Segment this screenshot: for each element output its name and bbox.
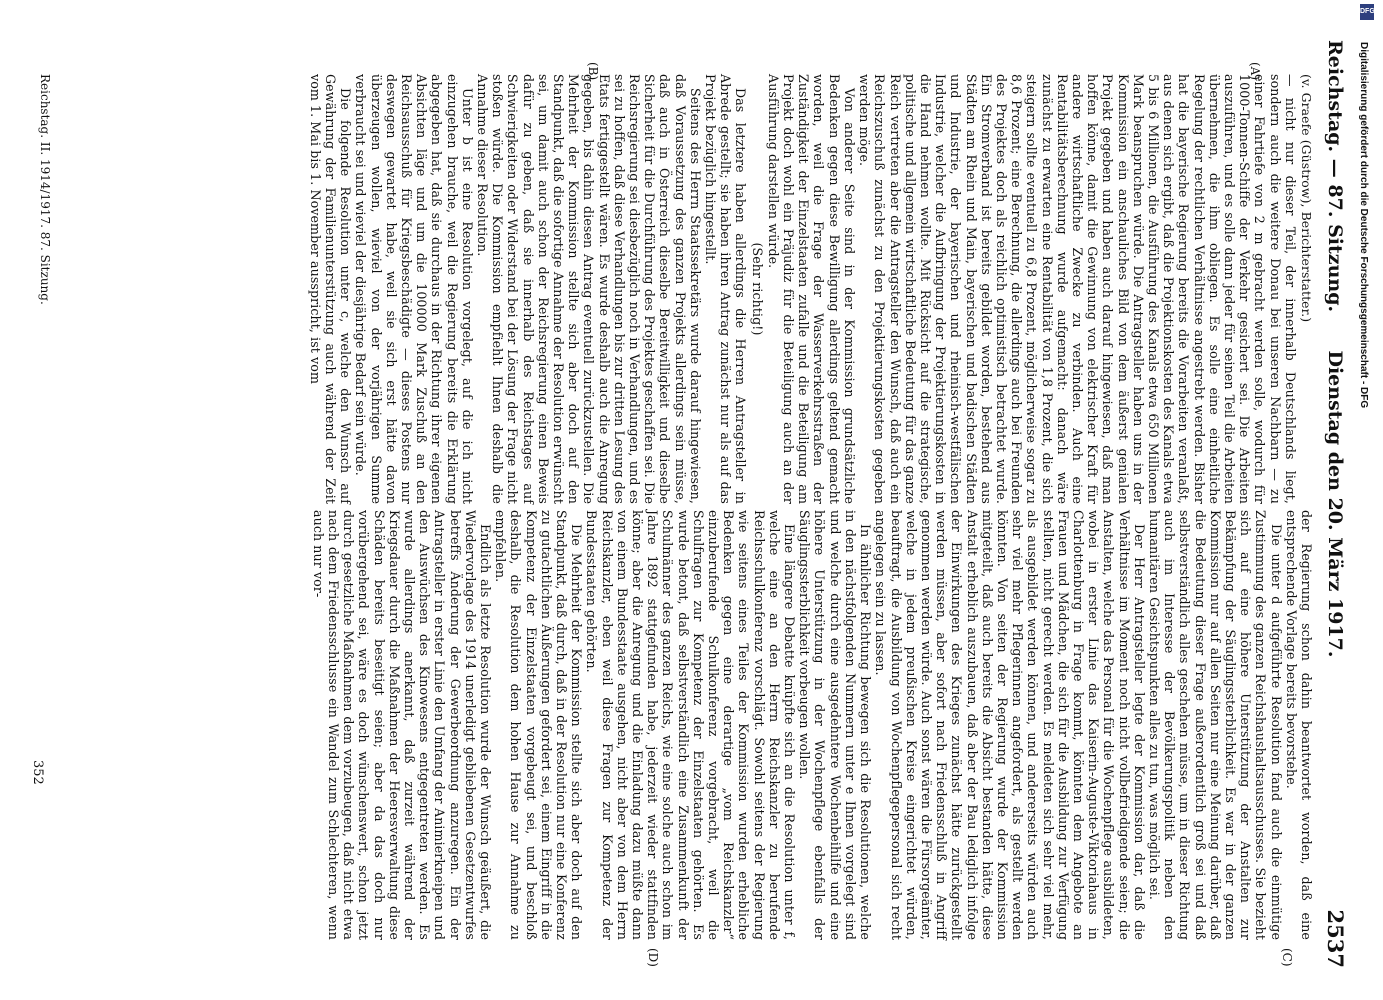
paragraph: Die folgende Resolution unter c, welche den Wunsch auf Gewährung der Familienunterstützung auch während der Zeit vom 1. Mai bis 1. November ausspricht, ist vom bbox=[307, 74, 354, 504]
paragraph: Die unter d aufgeführte Resolution fand auch die einmütige Zustimmung des ganzen Reichshaushaltsausschusses. Sie bezieht sich auf eine höhere Unterstützung der Anstalten zur Bekämpfung der Säuglingssterblichkeit. Es war in der ganzen Kommission nur auf allen Seiten nur eine Meinung darüber, daß die Bedeutung dieser Frage außerordentlich groß sei und daß selbstverständlich alles geschehen müsse, um in dieser Richtung auch im Interesse der Bevölkerungspolitik neben den humanitären Gesichtspunkten alles zu tun, was möglich sei. bbox=[1146, 510, 1284, 940]
dfg-logo-icon: DFG bbox=[1360, 4, 1374, 20]
paragraph: In ähnlicher Richtung bewegen sich die Resolutionen, welche in den nächstfolgenden Nummern unter e Ihnen vorgelegt sind und welche durch eine ausgedehntere Wochenbeihilfe und eine höhere Unterstützung in der Wochenpflege ebenfalls der Säuglingssterblichkeit vorbeugen wollen. bbox=[797, 510, 874, 940]
credit-text: Digitalisierung gefördert durch die Deutsche Forschungsgemeinschaft - DFG bbox=[1358, 42, 1369, 409]
page-header bbox=[1316, 36, 1354, 972]
paragraph: Eine längere Debatte knüpfte sich an die Resolution unter f, welche eine an den Herrn Reichskanzler zu berufende Reichsschulkonferenz vorschlägt. Sowohl seitens der Regierung wie seitens eines Teiles der Kommission wurden erhebliche Bedenken gegen eine derartige „vom Reichskanzler“ einzuberufende Schulkonferenz vorgebracht, weil die Schulfragen zur Kompetenz der Einzelstaaten gehörten. Es wurde betont, daß selbstverständlich eine Zusammenkunft der Schulmänner des ganzen Reichs, wie eine solche auch schon im Jahre 1892 stattgefunden habe, jederzeit wieder stattfinden könne; aber die Anregung und die Einladung dazu müßte dann von einem Bundesstaate ausgehen, nicht aber von dem Herrn Reichskanzler, eben weil diese Fragen zur Kompetenz der Bundesstaaten gehörten. bbox=[584, 510, 798, 940]
header-page-number: 2537 bbox=[1323, 909, 1348, 968]
paragraph: Die Mehrheit der Kommission stellte sich aber doch auf den Standpunkt, daß durch, daß in der Resolution nur eine Konferenz zu gutachtlichen Äußerungen gefordert sei, einem Eingriff in die Kompetenz der Einzelstaaten vorgebeugt sei, und beschloß deshalb, die Resolution dem hohen Hause zur Annahme zu empfehlen. bbox=[493, 510, 585, 940]
header-date: Dienstag den 20. März 1917. bbox=[1324, 350, 1346, 658]
margin-mark-d: (D) bbox=[646, 948, 660, 967]
speaker-line: (v. Graefe (Güstrow), Berichterstatter.) bbox=[1299, 74, 1314, 323]
header-session: Reichstag. — 87. Sitzung. bbox=[1324, 40, 1346, 313]
paragraph: Das letztere haben allerdings die Herren Antragsteller in Abrede gestellt; sie haben ihren Antrag zunächst nur als auf das Projekt bezüglich hingestellt. bbox=[703, 74, 749, 504]
paragraph: Unter b ist eine Resolution vorgelegt, auf die ich nicht einzugehen brauche, weil die Regierung bereits die Erklärung abgegeben hat, daß sie durchaus in der Richtung ihrer eigenen Absichten läge und um die 100000 Mark Zuschuß an den Reichsausschuß für Kriegsbeschädigte — dieses Postens nur deswegen gewartet habe, weil sie sich erst hätte davon überzeugen wollen, wieviel von der vorjährigen Summe verbraucht sei und wieviel der diesjährige Bedarf sein würde. bbox=[353, 74, 475, 504]
digitization-credit bbox=[1353, 20, 1375, 980]
left-column bbox=[308, 74, 1314, 504]
margin-mark-c: (C) bbox=[1280, 948, 1294, 967]
paragraph: Seitens des Herrn Staatssekretärs wurde darauf hingewiesen, daß Voraussetzung des ganzen Projekts allerdings sein müsse, daß auch in Österreich dieselbe Bereitwilligkeit und dieselbe Sicherheit für die Durchführung des Projektes geschaffen sei. Die Reichsregierung sei diesbezüglich noch in Verhandlungen, und es sei zu hoffen, daß diese Verhandlungen bis zur dritten Lesung des Etats fertiggestellt wären. Es wurde deshalb auch die Anregung gegeben, bis dahin diesen Antrag eventuell zurückzustellen. Die Mehrheit der Kommission stellte sich aber doch auf den Standpunkt, daß die sofortige Annahme der Resolution erwünscht sei, um damit auch schon der Reichsregierung einen Beweis dafür zu geben, daß sie innerhalb des Reichstages auf Schwierigkeiten oder Widerstand bei der Lösung der Frage nicht stoßen würde. Die Kommission empfiehlt Ihnen deshalb die Annahme dieser Resolution. bbox=[475, 74, 703, 504]
interjection: (Sehr richtig!) bbox=[749, 242, 765, 336]
right-column bbox=[311, 510, 1314, 940]
margin-mark-b: (B) bbox=[586, 62, 600, 81]
paragraph: — nicht nur dieser Teil, der innerhalb Deutschlands liegt, sondern auch die weitere Donau bei unseren Nachbarn — zu einer Fahrtiefe von 2 m gebracht werden solle, wodurch für 1000-Tonnen-Schiffe der Verkehr gesichert sei. Die Arbeiten auszuführen, und es solle dann jeder für seinen Teil die Arbeiten übernehmen, die ihm obliegen. Es solle eine einheitliche Regelung der rechtlichen Verhältnisse angestrebt werden. Bisher hat die bayerische Regierung bereits die Vorarbeiten veranlaßt, aus denen sich ergibt, daß die Projektionskosten des Kanals etwa 5 bis 6 Millionen, die Ausführung des Kanals etwa 650 Millionen Mark beanspruchen würde. Die Antragsteller haben uns in der Kommission ein anschauliches Bild von dem äußerst genialen Projekt gegeben und haben auch darauf hingewiesen, daß man hoffen könne, damit die Gewinnung von elektrischer Kraft für andere wirtschaftliche Zwecke zu verbinden. Auch eine Rentabilitätsberechnung wurde aufgemacht: danach wäre zunächst zu erwarten eine Rentabilität von 1,8 Prozent, die sich steigern sollte eventuell zu 6,8 Prozent, möglicherweise sogar zu 8,6 Prozent; eine Berechnung, die allerdings auch bei Freunden des Projektes doch als reichlich optimistisch betrachtet wurde. Ein Stromverband ist bereits gebildet worden, bestehend aus Städten am Rhein und Main, bayerischen und badischen Städten und Industrie, der bayerischen und rheinisch-westfälischen Industrie, welcher die Aufbringung der Projektierungskosten in die Hand nehmen wollte. Mit Rücksicht auf die strategische, politische und allgemein wirtschaftliche Bedeutung für das ganze Reich vertreten aber die Antragsteller den Wunsch, daß auch ein Reichszuschuß zunächst zu den Projektierungskosten gegeben werden möge. bbox=[857, 74, 1298, 504]
margin-mark-a: (A) bbox=[1248, 62, 1262, 81]
paragraph: Von anderer Seite sind in der Kommission grundsätzliche Bedenken gegen diese Bewilligung allerdings geltend gemacht worden, weil die Frage der Wasserverkehrsstraßen der Zuständigkeit der Einzelstaaten zufalle und die Beteiligung am Projekt doch wohl ein Präjudiz für die Beteiligung auch an der Ausführung darstellen würde. bbox=[765, 74, 857, 504]
footer-page-number: 352 bbox=[30, 760, 45, 785]
footer-volume: Reichstag. II. 1914/1917. 87. Sitzung. bbox=[38, 74, 52, 305]
paragraph: der Regierung schon dahin beantwortet worden, daß eine entsprechende Vorlage bereits bevorstehe. bbox=[1283, 510, 1314, 940]
paragraph: Der Herr Antragsteller legte der Kommission dar, daß die Verhältnisse im Moment noch nicht vollbefriedigende seien; die Anstalten, welche das Personal für die Wochenpflege ausbildeten, wobei in erster Linie das Kaiserin-Auguste-Viktoriahaus in Charlottenburg in Frage kommt, könnten dem Angebote an Frauen und Mädchen, die sich für die Ausbildung zur Verfügung stellten, nicht gerecht werden. Es meldeten sich sehr viel mehr, als ausgebildet werden können, und andererseits würden auch sehr viel mehr Pflegerinnen angefordert, als gestellt werden könnten. Von seiten der Regierung wurde der Kommission mitgeteilt, daß auch bereits die Absicht bestanden hätte, diese Anstalt erheblich auszubauen, daß aber der Bau lediglich infolge der Einwirkungen des Krieges zunächst hätte zurückgestellt werden müssen, aber sofort nach Friedensschluß in Angriff genommen werden würde. Auch sonst wären die Fürsorgeämter, welche in jedem preußischen Kreise eingerichtet würden, beauftragt, die Ausbildung von Wochenpflegepersonal sich recht angelegen sein zu lassen. bbox=[873, 510, 1147, 940]
paragraph: Endlich als letzte Resolution wurde der Wunsch geäußert, die Wiedervorlage des 1914 unerledigt gebliebenen Gesetzentwurfes betreffs Änderung der Gewerbeordnung anzuregen. Ein der Antragsteller in erster Linie den Umfang der Animierkneipen und den Auswüchsen des Kinowesens entgegentreten werden. Es wurde allerdings anerkannt, daß zurzeit während der Kriegsdauer durch die Maßnahmen der Heeresverwaltung diese Schäden bereits beseitigt seien; aber da das doch nur vorübergehend sei, wäre es doch wünschenswert, schon jetzt durch gesetzliche Maßnahmen dem vorzubeugen, daß nicht etwa nach dem Friedensschlusse ein Wandel zum Schlechteren, wenn auch nur vor- bbox=[310, 510, 494, 940]
